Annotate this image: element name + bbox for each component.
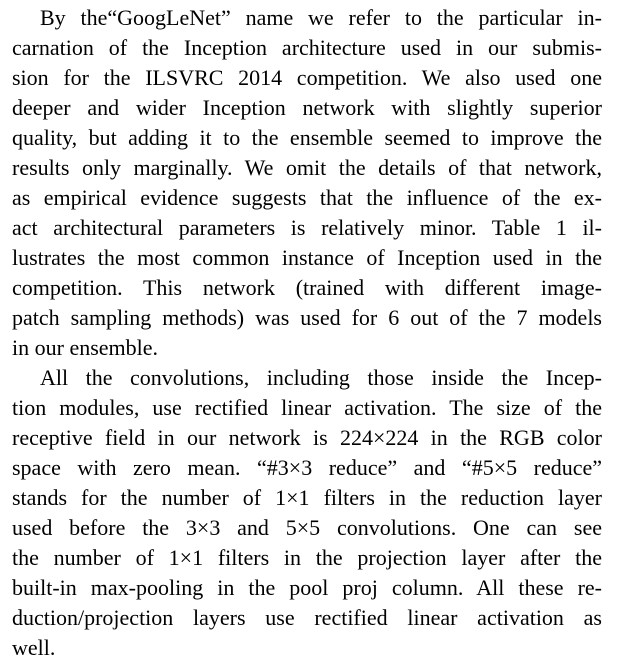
paragraph-1-line-2: carnation of the Inception architecture used in our submis- xyxy=(12,35,602,60)
paragraph-2-line-8: built-in max-pooling in the pool proj column. All these re- xyxy=(12,575,602,600)
paragraph-2-line-7: the number of 1×1 filters in the projection layer after the xyxy=(12,545,602,570)
paragraph-1-line-5: quality, but adding it to the ensemble seemed to improve the xyxy=(12,125,602,150)
paragraph-2-line-5: stands for the number of 1×1 filters in the reduction layer xyxy=(12,485,602,510)
paragraph-2-line-9: duction/projection layers use rectified linear activation as xyxy=(12,605,602,630)
paragraph-1-line-9: lustrates the most common instance of Inception used in the xyxy=(12,245,602,270)
paragraph-1-line-4: deeper and wider Inception network with slightly superior xyxy=(12,95,602,120)
paragraph-1-line-8: act architectural parameters is relatively minor. Table 1 il- xyxy=(12,215,602,240)
paragraph-2-line-1: All the convolutions, including those inside the Incep- xyxy=(40,365,602,390)
paragraph-1-line-10: competition. This network (trained with different image- xyxy=(12,275,602,300)
paragraph-2-line-6: used before the 3×3 and 5×5 convolutions. One can see xyxy=(12,515,602,540)
paragraph-1-line-7: as empirical evidence suggests that the influence of the ex- xyxy=(12,185,602,210)
paragraph-2-line-2: tion modules, use rectified linear activation. The size of the xyxy=(12,395,602,420)
paragraph-1-line-11: patch sampling methods) was used for 6 out of the 7 models xyxy=(12,305,602,330)
paragraph-1-line-3: sion for the ILSVRC 2014 competition. We also used one xyxy=(12,65,602,90)
paragraph-2-line-4: space with zero mean. “#3×3 reduce” and “#5×5 reduce” xyxy=(12,455,602,480)
paragraph-1-line-12: in our ensemble. xyxy=(12,335,159,360)
paragraph-1-line-1: By the“GoogLeNet” name we refer to the particular in- xyxy=(40,5,602,30)
paragraph-2-line-3: receptive field in our network is 224×224 in the RGB color xyxy=(12,425,602,450)
paragraph-2-line-10: well. xyxy=(12,635,56,660)
paragraph-1-line-6: results only marginally. We omit the details of that network, xyxy=(12,155,602,180)
